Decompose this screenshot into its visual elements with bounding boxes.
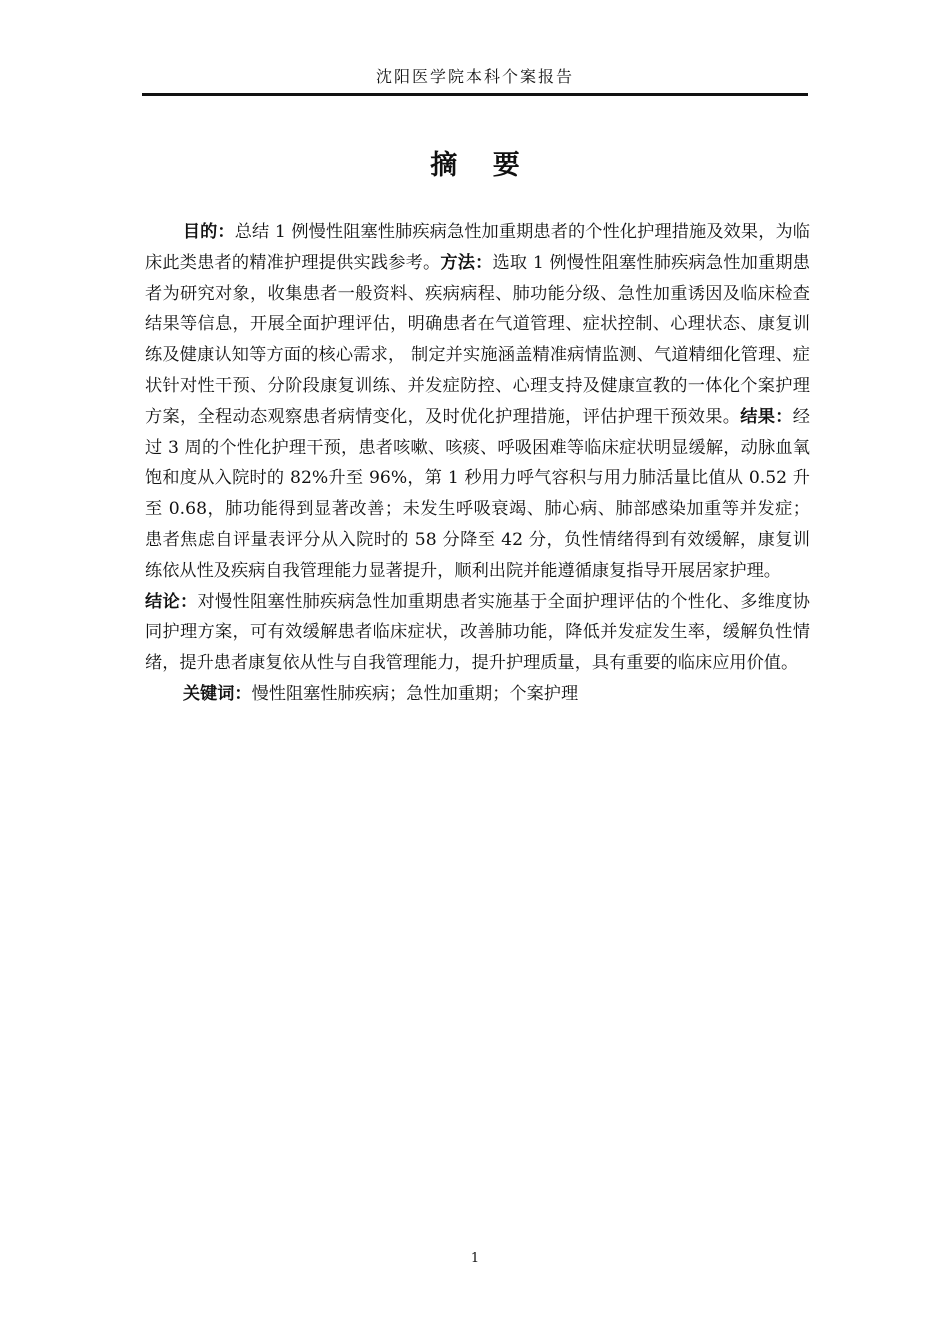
results-label: 结果： bbox=[740, 406, 793, 427]
objective-label: 目的： bbox=[182, 222, 235, 242]
abstract-body bbox=[145, 217, 810, 710]
abstract-paragraph bbox=[145, 217, 810, 587]
keywords-line bbox=[145, 679, 810, 710]
header-rule bbox=[142, 93, 808, 96]
conclusion-text: 对慢性阻塞性肺疾病急性加重期患者实施基于全面护理评估的个性化、多维度协同护理方案，可有效缓解患者临床症状，改善肺功能，降低并发症发生率，缓解负性情绪，提升患者康复依从性与自我管理能力，提升护理质量，具有重要的临床应用价值。 bbox=[145, 591, 810, 674]
methods-label: 方法： bbox=[440, 252, 493, 273]
objective-text: 总结 1 例慢性阻塞性肺疾病急性加重期患者的个性化护理措施及效果，为临床此类患者的精准护理提供实践参考。 bbox=[145, 222, 810, 273]
results-text: 经过 3 周的个性化护理干预，患者咳嗽、咳痰、呼吸困难等临床症状明显缓解，动脉血氧饱和度从入院时的 82%升至 96%，第 1 秒用力呼气容积与用力肺活量比值从 0.52 升至 0.68，肺功能得到显著改善；未发生呼吸衰竭、肺心病、肺部感染加重等并发症； 患者焦虑自评量表评分从入院时的 58 分降至 42 分，负性情绪得到有效缓解，康复训练依从性及疾病自我管理能力显著提升，顺利出院并能遵循康复指导开展居家护理。 bbox=[145, 406, 810, 581]
keywords-text: 慢性阻塞性肺疾病；急性加重期；个案护理 bbox=[251, 683, 579, 704]
methods-text: 选取 1 例慢性阻塞性肺疾病急性加重期患者为研究对象，收集患者一般资料、疾病病程、肺功能分级、急性加重诱因及临床检查结果等信息，开展全面护理评估，明确患者在气道管理、症状控制、心理状态、康复训练及健康认知等方面的核心需求， 制定并实施涵盖精准病情监测、气道精细化管理、症状针对性干预、分阶段康复训练、并发症防控、心理支持及健康宣教的一体化个案护理方案，全程动态观察患者病情变化，及时优化护理措施，评估护理干预效果。 bbox=[145, 252, 810, 427]
conclusion-paragraph bbox=[145, 587, 810, 679]
abstract-title: 摘 要 bbox=[430, 150, 520, 181]
page-number: 1 bbox=[470, 1251, 480, 1266]
conclusion-label: 结论： bbox=[145, 591, 198, 612]
running-header: 沈阳医学院本科个案报告 bbox=[375, 67, 574, 86]
keywords-label: 关键词： bbox=[182, 683, 252, 704]
